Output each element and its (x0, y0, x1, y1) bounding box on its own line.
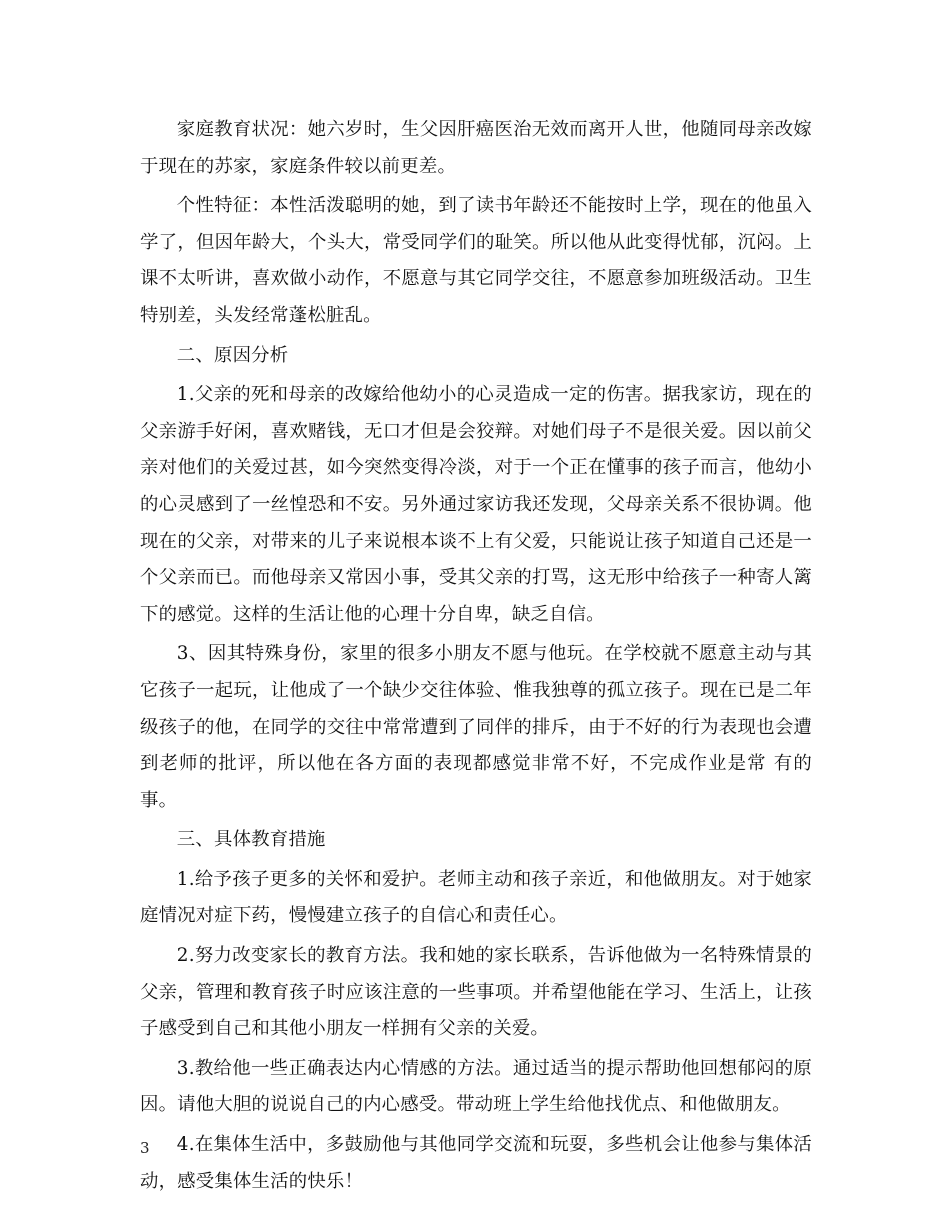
paragraph-measure-3: 3.教给他一些正确表达内心情感的方法。通过适当的提示帮助他回想郁闷的原因。请他大胆的说说自己的内心感受。带动班上学生给他找优点、和他做朋友。 (140, 1057, 812, 1116)
document-body (140, 112, 812, 1203)
paragraph-family-education: 家庭教育状况：她六岁时，生父因肝癌医治无效而离开人世，他随同母亲改嫁于现在的苏家，家庭条件较以前更差。 (140, 119, 812, 177)
paragraph-personality: 个性特征：本性活泼聪明的她，到了读书年龄还不能按时上学，现在的他虽入学了，但因年龄大，个头大，常受同学们的耻笑。所以他从此变得忧郁，沉闷。上课不太听讲，喜欢做小动作，不愿意与其它同学交往，不愿意参加班级活动。卫生特别差，头发经常蓬松脏乱。 (140, 195, 812, 326)
paragraph-measure-1: 1.给予孩子更多的关怀和爱护。老师主动和孩子亲近，和他做朋友。对于她家庭情况对症下药，慢慢建立孩子的自信心和责任心。 (140, 868, 812, 927)
section-heading-cause-analysis: 二、原因分析 (176, 344, 289, 366)
paragraph-cause-1: 1.父亲的死和母亲的改嫁给他幼小的心灵造成一定的伤害。据我家访，现在的父亲游手好闲，喜欢赌钱，无口才但是会狡辩。对她们母子不是很关爱。因以前父亲对他们的关爱过甚，如今突然变得冷淡，对于一个正在懂事的孩子而言，他幼小的心灵感到了一丝惶恐和不安。另外通过家访我还发现，父母亲关系不很协调。他现在的父亲，对带来的儿子来说根本谈不上有父爱，只能说让孩子知道自己还是一个父亲而已。而他母亲又常因小事，受其父亲的打骂，这无形中给孩子一种寄人篱下的感觉。这样的生活让他的心理十分自卑，缺乏自信。 (140, 384, 812, 625)
page-number: 3 (140, 1139, 150, 1157)
paragraph-cause-3: 3、因其特殊身份，家里的很多小朋友不愿与他玩。在学校就不愿意主动与其它孩子一起玩，让他成了一个缺少交往体验、惟我独尊的孤立孩子。现在已是二年级孩子的他，在同学的交往中常常遭到了同伴的排斥，由于不好的行为表现也会遭到老师的批评，所以他在各方面的表现都感觉非常不好，不完成作业是常 有的事。 (140, 643, 812, 811)
section-heading-measures: 三、具体教育措施 (176, 829, 326, 851)
paragraph-measure-4: 4.在集体生活中，多鼓励他与其他同学交流和玩耍，多些机会让他参与集体活动，感受集体生活的快乐！ (140, 1134, 812, 1192)
paragraph-measure-2: 2.努力改变家长的教育方法。我和她的家长联系，告诉他做为一名特殊情景的父亲，管理和教育孩子时应该注意的一些事项。并希望他能在学习、生活上，让孩子感受到自己和其他小朋友一样拥有父亲的关爱。 (140, 945, 812, 1040)
